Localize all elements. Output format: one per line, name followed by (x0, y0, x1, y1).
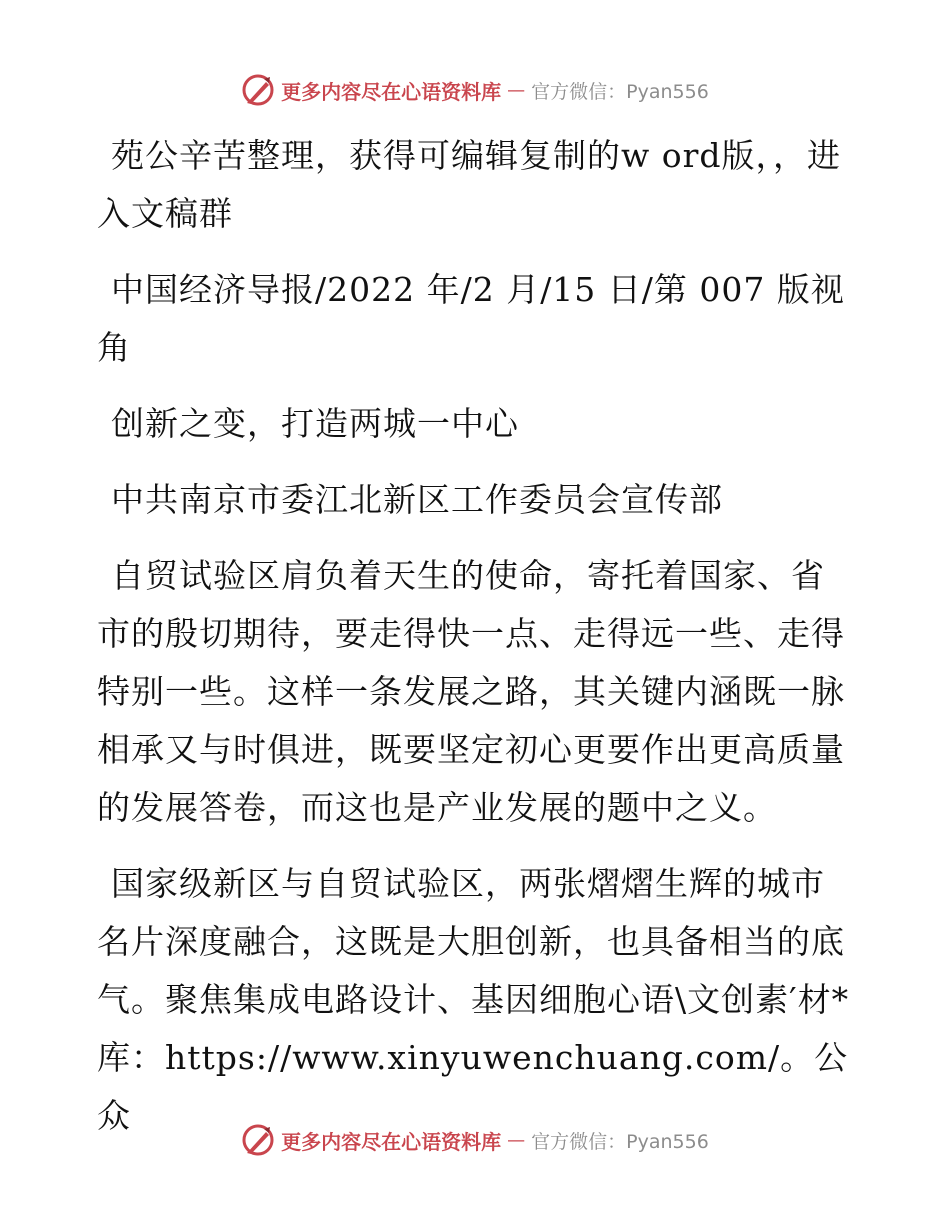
header-watermark-banner (0, 70, 950, 110)
paragraph-body-1: 自贸试验区肩负着天生的使命，寄托着国家、省市的殷切期待，要走得快一点、走得远一些、走得特别一些。这样一条发展之路，其关键内涵既一脉相承又与时俱进，既要坚定初心更要作出更高质量的发展答卷，而这也是产业发展的题中之义。 (97, 556, 845, 827)
banner-contact-text: 官方微信：Pyan556 (531, 1130, 709, 1153)
banner-separator: — (507, 79, 526, 101)
banner-separator: — (507, 1129, 526, 1151)
paragraph-headline: 创新之变，打造两城一中心 (111, 404, 519, 443)
banner-brand-text: 更多内容尽在心语资料库 (281, 1129, 502, 1154)
pen-logo-icon (241, 1123, 275, 1157)
banner-contact-text: 官方微信：Pyan556 (531, 80, 709, 103)
paragraph-body-2: 国家级新区与自贸试验区，两张熠熠生辉的城市名片深度融合，这既是大胆创新，也具备相当的底气。聚焦集成电路设计、基因细胞心语\文创素′材*库：https://www.xinyuwenchuang.com/。公众 (97, 864, 850, 1135)
document-body (97, 127, 857, 1163)
paragraph-source: 中国经济导报/2022 年/2 月/15 日/第 007 版视角 (97, 270, 845, 367)
pen-logo-icon (241, 73, 275, 107)
footer-watermark-banner (0, 1120, 950, 1160)
banner-brand-text: 更多内容尽在心语资料库 (281, 79, 502, 104)
paragraph-intro: 苑公辛苦整理，获得可编辑复制的w ord版，，进入文稿群 (97, 136, 842, 233)
paragraph-author: 中共南京市委江北新区工作委员会宣传部 (111, 480, 723, 519)
